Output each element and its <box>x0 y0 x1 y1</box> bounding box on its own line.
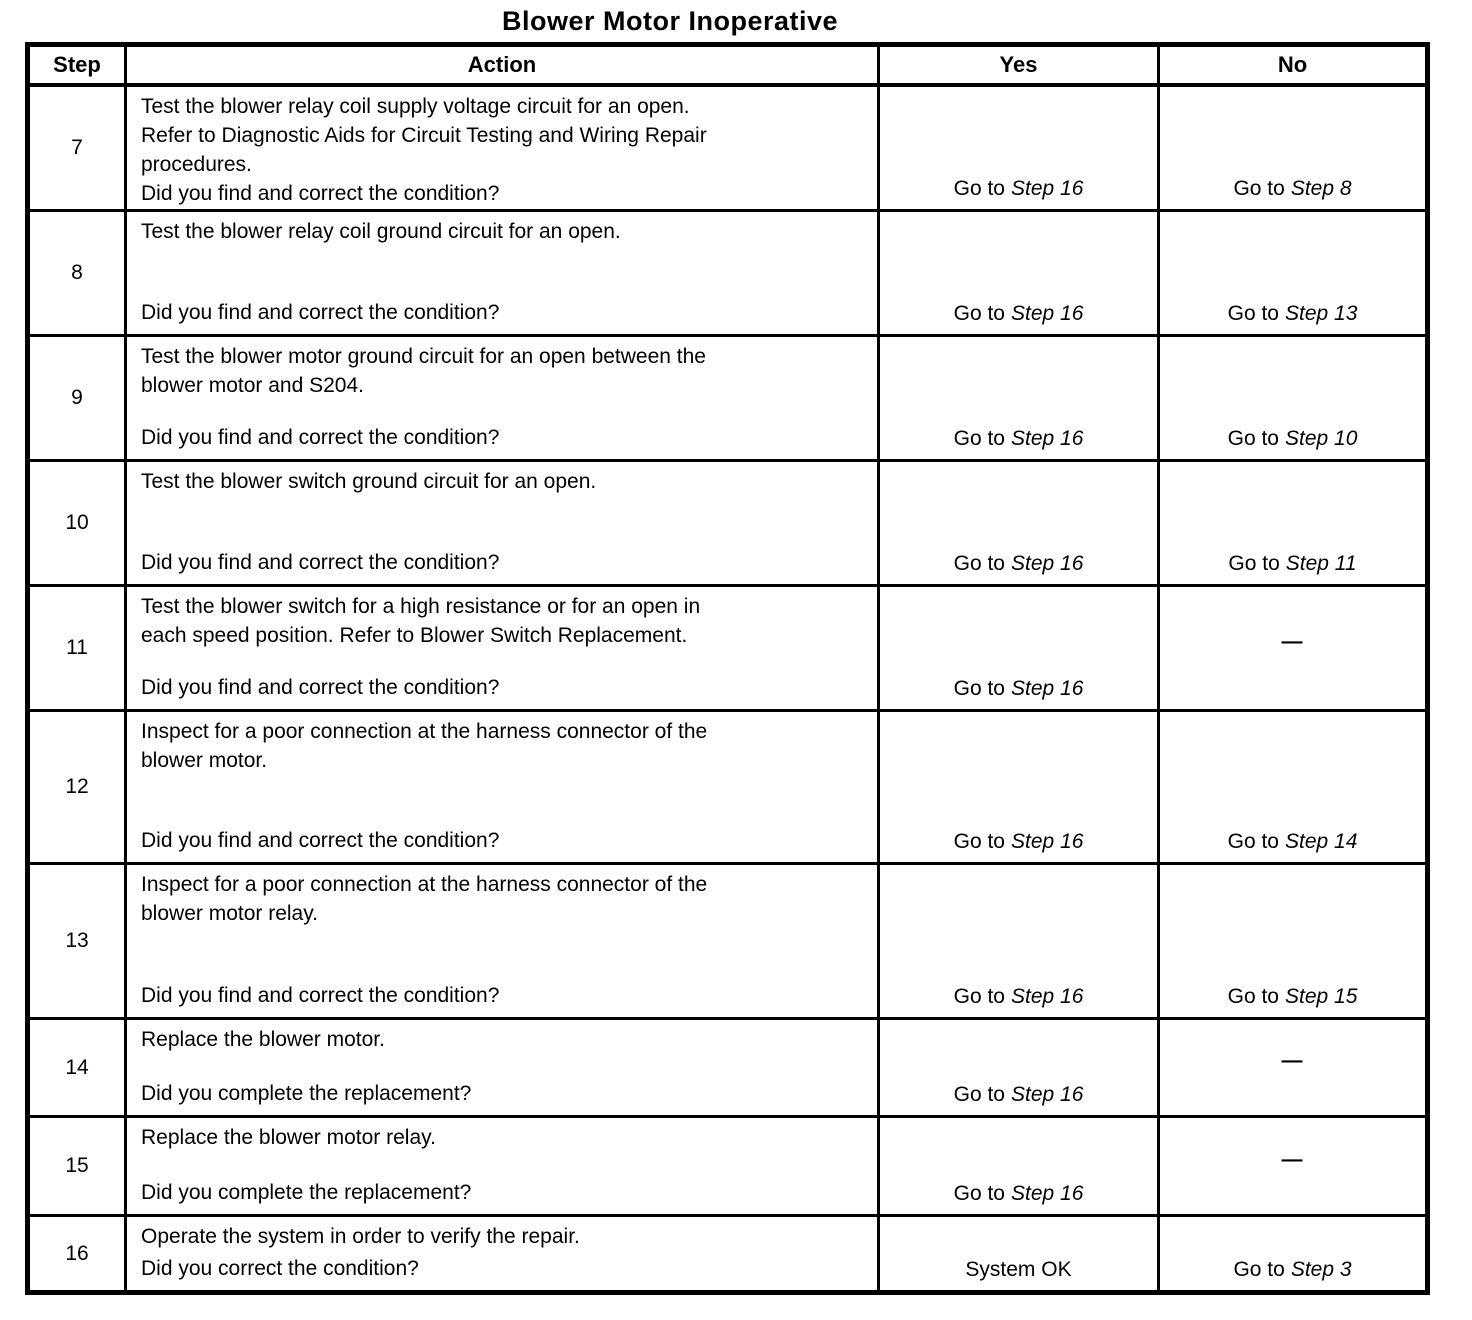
no-cell <box>1160 712 1425 862</box>
action-text-line: Test the blower switch for a high resistance or for an open in <box>141 595 701 618</box>
action-text-line: Test the blower motor ground circuit for an open between the <box>141 345 706 368</box>
action-description <box>141 1123 867 1152</box>
table-body <box>30 87 1425 1290</box>
step-number: 8 <box>30 212 127 334</box>
action-question: Did you find and correct the condition? <box>141 426 500 449</box>
action-description <box>141 870 867 928</box>
action-text-line: Operate the system in order to verify the repair. <box>141 1225 580 1248</box>
no-cell <box>1160 1217 1425 1290</box>
no-cell <box>1160 865 1425 1017</box>
step-reference: Step 14 <box>1284 830 1358 853</box>
step-number: 11 <box>30 587 127 709</box>
table-row-step-14 <box>30 1020 1425 1118</box>
step-reference: Step 11 <box>1285 552 1357 575</box>
table-row-step-16 <box>30 1217 1425 1290</box>
action-cell <box>127 337 880 459</box>
no-cell <box>1160 337 1425 459</box>
action-question: Did you complete the replacement? <box>141 1181 472 1204</box>
action-description <box>141 217 867 246</box>
step-number: 7 <box>30 87 127 209</box>
col-header-action: Action <box>127 47 880 83</box>
yes-cell <box>880 87 1160 209</box>
dash-placeholder: — <box>1281 1049 1304 1072</box>
action-text-line: Test the blower switch ground circuit for an open. <box>141 470 597 493</box>
goto-text: Go to <box>953 1083 1005 1106</box>
goto-text: Go to <box>1233 1258 1285 1281</box>
yes-cell <box>880 212 1160 334</box>
goto-text: Go to <box>1227 830 1279 853</box>
col-header-no: No <box>1277 52 1308 77</box>
yes-cell <box>880 865 1160 1017</box>
goto-text: Go to <box>953 177 1005 200</box>
step-reference: Step 15 <box>1284 985 1358 1008</box>
goto-text: Go to <box>1228 552 1280 575</box>
action-text-line: Inspect for a poor connection at the harness connector of the <box>141 720 708 743</box>
no-cell <box>1160 462 1425 584</box>
action-text-line: procedures. <box>141 153 252 176</box>
goto-text: Go to <box>1227 427 1279 450</box>
table-row-step-8 <box>30 212 1425 337</box>
step-reference: Step 13 <box>1284 302 1358 325</box>
step-reference: Step 16 <box>1010 427 1084 450</box>
table-row-step-10 <box>30 462 1425 587</box>
action-text-line: Replace the blower motor. <box>141 1028 385 1051</box>
action-description <box>141 1025 867 1054</box>
action-question: Did you find and correct the condition? <box>141 182 500 205</box>
yes-cell <box>880 587 1160 709</box>
step-reference: Step 16 <box>1010 302 1084 325</box>
action-question: Did you find and correct the condition? <box>141 676 500 699</box>
step-number: 15 <box>30 1118 127 1214</box>
step-reference: Step 16 <box>1010 985 1084 1008</box>
step-reference: Step 16 <box>1010 1083 1084 1106</box>
action-text-line: blower motor relay. <box>141 902 319 925</box>
action-text-line: Test the blower relay coil ground circuit for an open. <box>141 220 621 243</box>
no-cell <box>1160 212 1425 334</box>
step-reference: Step 10 <box>1284 427 1358 450</box>
action-cell <box>127 1217 880 1290</box>
goto-text: Go to <box>1227 985 1279 1008</box>
action-description <box>141 717 867 775</box>
action-text-line: each speed position. Refer to Blower Switch Replacement. <box>141 624 688 647</box>
action-text-line: Inspect for a poor connection at the harness connector of the <box>141 873 708 896</box>
action-cell <box>127 87 880 209</box>
goto-text: Go to <box>953 985 1005 1008</box>
step-reference: Step 16 <box>1010 177 1084 200</box>
step-number: 10 <box>30 462 127 584</box>
action-text-line: Refer to Diagnostic Aids for Circuit Testing and Wiring Repair <box>141 124 707 147</box>
goto-text: Go to <box>953 302 1005 325</box>
yes-cell <box>880 1217 1160 1290</box>
action-text-line: blower motor. <box>141 749 268 772</box>
yes-cell <box>880 712 1160 862</box>
table-row-step-12 <box>30 712 1425 865</box>
action-question: Did you find and correct the condition? <box>141 301 500 324</box>
step-number: 14 <box>30 1020 127 1115</box>
col-header-step: Step <box>30 47 127 83</box>
goto-text: Go to <box>1227 302 1279 325</box>
no-cell <box>1160 87 1425 209</box>
action-cell <box>127 865 880 1017</box>
action-question: Did you correct the condition? <box>141 1257 419 1280</box>
action-cell <box>127 712 880 862</box>
action-cell <box>127 1118 880 1214</box>
goto-text: Go to <box>953 427 1005 450</box>
step-reference: Step 16 <box>1010 1182 1084 1205</box>
action-description <box>141 467 867 496</box>
goto-text: Go to <box>953 677 1005 700</box>
step-reference: Step 16 <box>1010 552 1084 575</box>
step-number: 16 <box>30 1217 127 1290</box>
dash-placeholder: — <box>1281 629 1304 653</box>
result-text: System OK <box>965 1258 1072 1281</box>
action-text-line: Test the blower relay coil supply voltage circuit for an open. <box>141 95 690 118</box>
table-header-row <box>30 47 1425 87</box>
goto-text: Go to <box>953 552 1005 575</box>
action-description <box>141 92 867 179</box>
action-question: Did you find and correct the condition? <box>141 984 500 1007</box>
step-reference: Step 3 <box>1290 1258 1352 1281</box>
no-cell <box>1160 587 1425 709</box>
step-number: 13 <box>30 865 127 1017</box>
step-reference: Step 16 <box>1010 830 1084 853</box>
action-description <box>141 592 867 650</box>
action-description <box>141 1222 867 1251</box>
dash-placeholder: — <box>1281 1147 1304 1171</box>
goto-text: Go to <box>953 830 1005 853</box>
yes-cell <box>880 1020 1160 1115</box>
table-row-step-13 <box>30 865 1425 1020</box>
action-cell <box>127 1020 880 1115</box>
no-cell <box>1160 1020 1425 1115</box>
action-description <box>141 342 867 400</box>
yes-cell <box>880 462 1160 584</box>
action-question: Did you complete the replacement? <box>141 1082 472 1105</box>
action-text-line: Replace the blower motor relay. <box>141 1126 436 1149</box>
page-title: Blower Motor Inoperative <box>501 6 839 36</box>
table-row-step-15 <box>30 1118 1425 1217</box>
step-reference: Step 8 <box>1290 177 1352 200</box>
yes-cell <box>880 337 1160 459</box>
goto-text: Go to <box>953 1182 1005 1205</box>
table-row-step-7 <box>30 87 1425 212</box>
table-row-step-11 <box>30 587 1425 712</box>
action-cell <box>127 462 880 584</box>
action-cell <box>127 212 880 334</box>
step-number: 9 <box>30 337 127 459</box>
no-cell <box>1160 1118 1425 1214</box>
step-number: 12 <box>30 712 127 862</box>
yes-cell <box>880 1118 1160 1214</box>
diagnostic-table <box>25 42 1430 1295</box>
action-question: Did you find and correct the condition? <box>141 551 500 574</box>
action-question: Did you find and correct the condition? <box>141 829 500 852</box>
table-row-step-9 <box>30 337 1425 462</box>
action-cell <box>127 587 880 709</box>
col-header-yes: Yes <box>880 47 1160 83</box>
step-reference: Step 16 <box>1010 677 1084 700</box>
goto-text: Go to <box>1233 177 1285 200</box>
action-text-line: blower motor and S204. <box>141 374 364 397</box>
